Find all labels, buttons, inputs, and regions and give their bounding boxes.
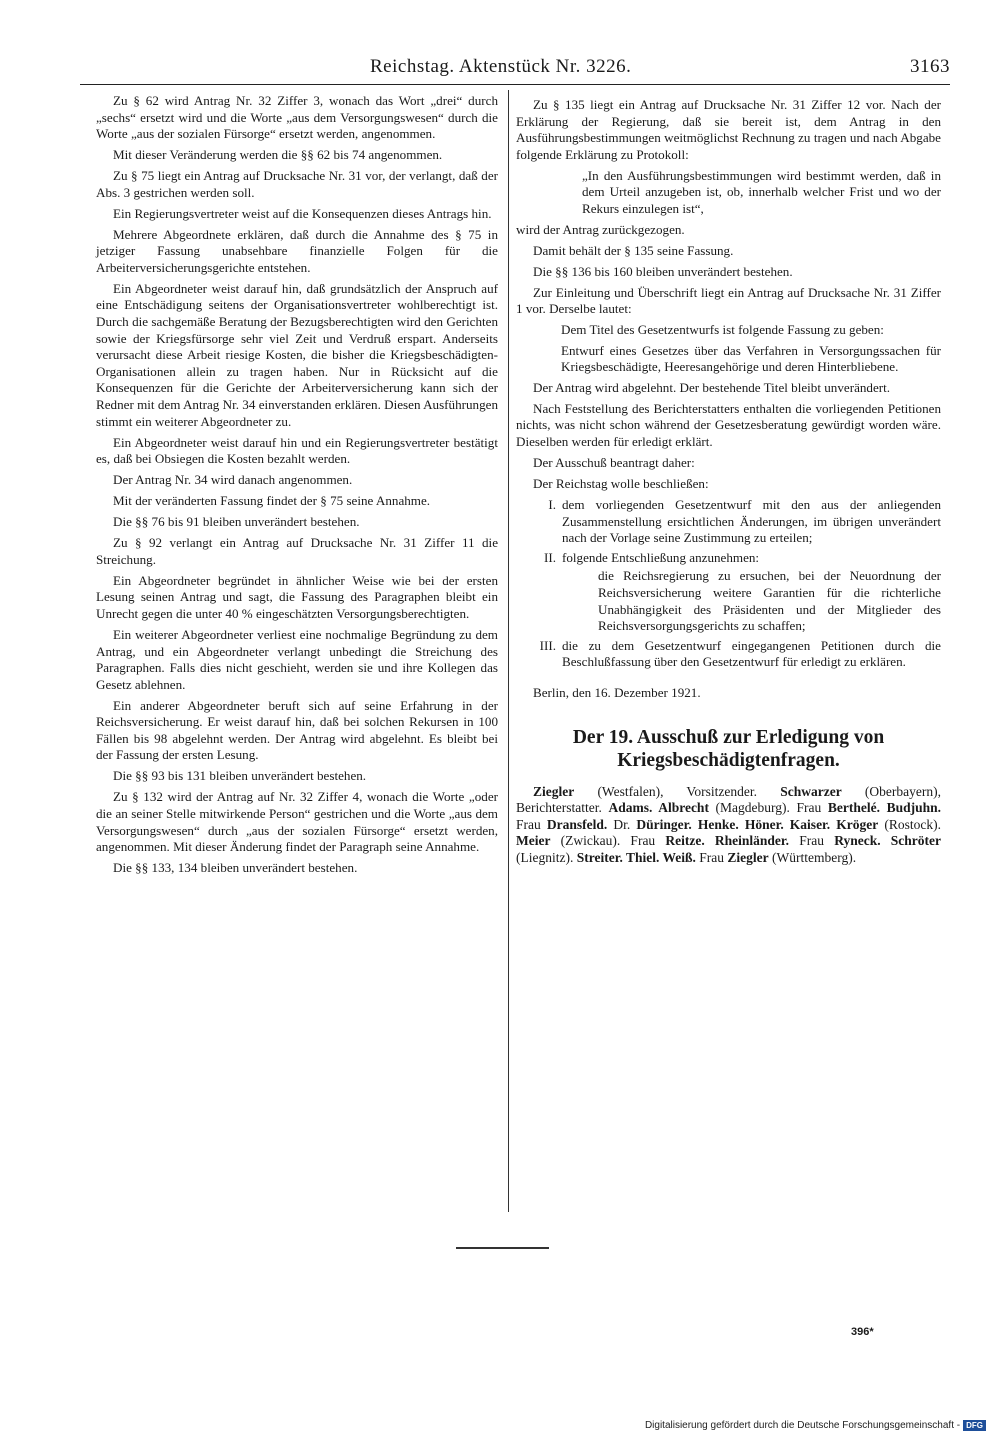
member-name: Ziegler: [533, 783, 575, 799]
document-title: Reichstag. Aktenstück Nr. 3226.: [370, 56, 632, 77]
paragraph: Zu § 75 liegt ein Antrag auf Drucksache Nr. 31 vor, der verlangt, daß der Abs. 3 gestrichen werden soll.: [96, 168, 498, 200]
member-note: (Liegnitz).: [516, 849, 577, 865]
paragraph: Die §§ 136 bis 160 bleiben unverändert bestehen.: [533, 263, 793, 279]
paragraph: Der Ausschuß beantragt daher:: [533, 455, 695, 471]
member-name: Schwarzer: [780, 783, 842, 799]
member-name: Adams. Albrecht: [608, 800, 709, 816]
paragraph: Zu § 92 verlangt ein Antrag auf Drucksache Nr. 31 Ziffer 11 die Streichung.: [96, 535, 498, 567]
list-item: [516, 638, 941, 671]
member-note: Frau: [516, 816, 547, 832]
member-note: (Oberbayern), Berichterstatter.: [516, 783, 941, 816]
resolution-list: [516, 497, 941, 671]
paragraph: Die §§ 76 bis 91 bleiben unverändert bestehen.: [113, 514, 360, 530]
member-note: (Rostock).: [878, 816, 942, 832]
paragraph: Zu § 132 wird der Antrag auf Nr. 32 Ziffer 4, wonach die Worte „oder die an seiner Stelle mitwirkende Person“ gestrichen und die Worte „aus dem Versorgungswesen“ durch „aus der sozialen Fürsorge“ ersetzt werden, angenommen. Mit dieser Änderung findet der Paragraph seine Annahme.: [96, 789, 498, 855]
list-item: [516, 550, 941, 635]
member-note: (Magdeburg). Frau: [708, 800, 828, 816]
paragraph: Mit dieser Veränderung werden die §§ 62 bis 74 angenommen.: [113, 147, 443, 163]
member-note: Dr.: [607, 816, 637, 832]
member-name: Reitze. Rheinländer.: [665, 833, 790, 849]
quoted-title: Entwurf eines Gesetzes über das Verfahren in Versorgungssachen für Kriegsbeschädigte, Heeresangehörige und deren Hinterbliebene.: [561, 342, 941, 375]
paragraph: Mit der veränderten Fassung findet der § 75 seine Annahme.: [113, 493, 431, 509]
paragraph: Ein Abgeordneter weist darauf hin, daß grundsätzlich der Anspruch auf eine Entschädigung seitens der Organisationsvertreter wohlberechtigt ist. Durch die sachgemäße Beratung der Bezugsberechtigten wird den Gerichten sowie der Kriegsfürsorge sehr viel Zeit und Verdruß erspart. Anderseits verursacht diese Arbeit riesige Kosten, die bisher die Kriegsbeschädigten-Organisationen allein zu tragen haben. Nur in Rücksicht auf die Konsequenzen für die Gerichte der Arbeiterversicherung kann sich der Redner mit dem Antrag Nr. 34 einverstanden erklären. Diesen Ausführungen stimmt ein weiterer Abgeordneter zu.: [96, 280, 498, 429]
member-note: Frau: [789, 833, 835, 849]
quoted-motion: Dem Titel des Gesetzentwurfs ist folgende Fassung zu geben:: [561, 322, 884, 338]
paragraph: Nach Feststellung des Berichterstatters enthalten die vorliegenden Petitionen nichts, was nicht schon während der Gesetzesberatung gewürdigt worden wäre. Dieselben werden für erledigt erklärt.: [516, 400, 941, 450]
paragraph: Mehrere Abgeordnete erklären, daß durch die Annahme des § 75 in jetziger Fassung unabsehbare finanzielle Folgen für die Arbeiterversicherungsgerichte entstehen.: [96, 226, 498, 275]
left-column: [96, 93, 498, 881]
page-number: 3163: [910, 56, 950, 77]
paragraph: Die §§ 93 bis 131 bleiben unverändert bestehen.: [113, 768, 367, 784]
paragraph: Der Antrag Nr. 34 wird danach angenommen.: [113, 472, 353, 488]
member-note: (Zwickau). Frau: [550, 833, 666, 849]
member-note: (Württemberg).: [768, 849, 857, 865]
dfg-logo-icon: DFG: [963, 1420, 986, 1431]
column-divider: [508, 90, 509, 1212]
digitization-footer: [645, 1420, 986, 1431]
paragraph: Die §§ 133, 134 bleiben unverändert bestehen.: [113, 860, 358, 876]
date-line: Berlin, den 16. Dezember 1921.: [533, 684, 701, 700]
page-header: [80, 54, 950, 85]
paragraph: Damit behält der § 135 seine Fassung.: [533, 242, 734, 258]
quoted-declaration: „In den Ausführungsbestimmungen wird bestimmt werden, daß in dem Urteil anzugeben ist, ob, innerhalb welcher Frist und wo der Rekurs einzulegen ist“,: [582, 167, 941, 216]
paragraph: Ein weiterer Abgeordneter verliest eine nochmalige Begründung zu dem Antrag, und ein Abgeordneter verlangt unbedingt die Streichung des Paragraphen. Falls dies nicht geschieht, werden sie und ihre Kollegen das Gesetz ablehnen.: [96, 626, 498, 692]
paragraph: Ein Abgeordneter begründet in ähnlicher Weise wie bei der ersten Lesung seinen Antrag und sagt, die Fassung des Paragraphen bleibt ein Unrecht gegen die unter 40 % eingeschätzten Versorgungsberechtigten.: [96, 572, 498, 621]
list-text: folgende Entschließung anzunehmen:: [562, 549, 760, 565]
member-name: Ryneck. Schröter: [834, 833, 942, 849]
list-number: II.: [544, 549, 556, 565]
end-rule: [456, 1247, 549, 1249]
paragraph: Ein anderer Abgeordneter beruft sich auf seine Erfahrung in der Reichsversicherung. Er weist darauf hin, daß bei solchen Rekursen in 100 Fällen bis 98 abgelehnt werden. Der Antrag wird abgelehnt. Es bleibt bei der Fassung der ersten Lesung.: [96, 697, 498, 763]
paragraph: Der Reichstag wolle beschließen:: [533, 476, 709, 491]
paragraph: Ein Abgeordneter weist darauf hin und ein Regierungsvertreter bestätigt es, daß bei Obsiegen die Kosten bezahlt werden.: [96, 434, 498, 467]
paragraph: Ein Regierungsvertreter weist auf die Konsequenzen dieses Antrags hin.: [113, 205, 492, 221]
member-name: Düringer. Henke. Höner. Kaiser. Kröger: [636, 816, 879, 832]
paragraph: Der Antrag wird abgelehnt. Der bestehende Titel bleibt unverändert.: [533, 379, 891, 395]
signature-mark: 396*: [851, 1326, 874, 1338]
committee-members: [516, 784, 941, 867]
member-name: Streiter. Thiel. Weiß.: [576, 849, 696, 865]
list-text: die zu dem Gesetzentwurf eingegangenen Petitionen durch die Beschlußfassung über den Gesetzentwurf für erledigt zu erklären.: [562, 637, 941, 670]
committee-title: Der 19. Ausschuß zur Erledigung von Kriegsbeschädigtenfragen.: [572, 726, 885, 771]
member-name: Dransfeld.: [546, 816, 608, 832]
footer-text: Digitalisierung gefördert durch die Deutsche Forschungsgemeinschaft -: [644, 1420, 961, 1431]
paragraph: wird der Antrag zurückgezogen.: [516, 221, 685, 237]
member-name: Meier: [516, 833, 551, 849]
member-note: (Westfalen), Vorsitzender.: [574, 783, 781, 799]
list-number: III.: [539, 637, 556, 653]
resolution-text: die Reichsregierung zu ersuchen, bei der Neuordnung der Reichsversicherung weitere Garantien für die richterliche Unabhängigkeit des Präsidenten und der Mitglieder des Reichsversorgungsgerichts zu schaffen;: [598, 568, 941, 634]
right-column: [516, 97, 941, 870]
member-note: Frau: [695, 849, 728, 865]
paragraph: Zu § 135 liegt ein Antrag auf Drucksache Nr. 31 Ziffer 12 vor. Nach der Erklärung der Regierung, daß sie bereit ist, dem Antrag in den Ausführungsbestimmungen weitmöglichst Rechnung zu tragen und nach Abgabe folgende Erklärung zu Protokoll:: [516, 97, 941, 162]
member-name: Berthelé. Budjuhn.: [827, 800, 941, 816]
list-text: dem vorliegenden Gesetzentwurf mit den aus der anliegenden Zusammenstellung ersichtlichen Änderungen, im übrigen unverändert nach der Vorlage seine Zustimmung zu erteilen;: [562, 496, 941, 546]
member-name: Ziegler: [727, 849, 769, 865]
paragraph: Zu § 62 wird Antrag Nr. 32 Ziffer 3, wonach das Wort „drei“ durch „sechs“ ersetzt wird und die Worte „aus dem Versorgungswesen“ durch die Worte „aus der sozialen Fürsorge“ ersetzt werden, angenommen.: [96, 93, 498, 142]
list-item: [516, 497, 941, 547]
list-number: I.: [548, 496, 556, 512]
paragraph: Zur Einleitung und Überschrift liegt ein Antrag auf Drucksache Nr. 31 Ziffer 1 vor. Derselbe lautet:: [516, 284, 941, 317]
